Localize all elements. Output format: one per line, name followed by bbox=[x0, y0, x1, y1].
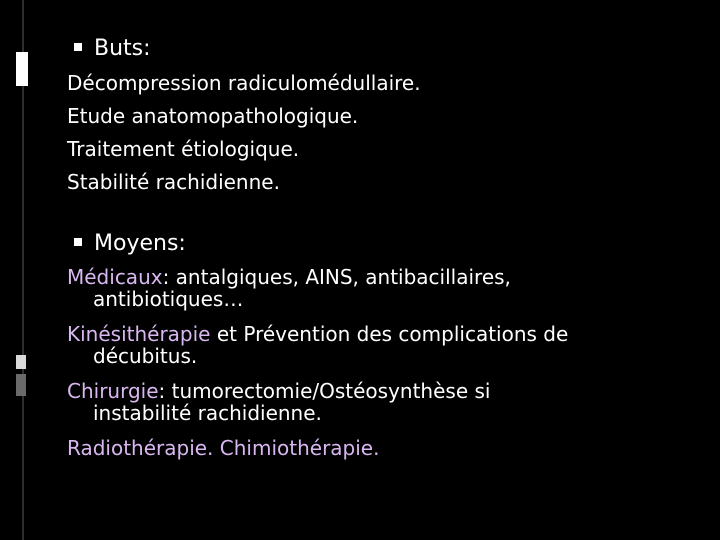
square-bullet-icon bbox=[74, 43, 82, 51]
moyens-term: Kinésithérapie bbox=[67, 322, 211, 346]
buts-line-3: Traitement étiologique. bbox=[67, 137, 300, 161]
buts-line-1: Décompression radiculomédullaire. bbox=[67, 71, 421, 95]
moyens-item-3 bbox=[67, 379, 490, 403]
moyens-item-3-cont: instabilité rachidienne. bbox=[93, 401, 322, 425]
buts-line-2: Etude anatomopathologique. bbox=[67, 104, 359, 128]
moyens-item-4 bbox=[67, 436, 379, 460]
moyens-item-2-cont: décubitus. bbox=[93, 344, 198, 368]
heading-buts-label: Buts: bbox=[94, 36, 151, 61]
moyens-text: : antalgiques, AINS, antibacillaires, bbox=[162, 265, 511, 289]
moyens-item-2 bbox=[67, 322, 568, 346]
moyens-term: Chirurgie bbox=[67, 379, 159, 403]
heading-moyens-label: Moyens: bbox=[94, 231, 186, 256]
heading-moyens bbox=[74, 231, 186, 257]
moyens-text: et Prévention des complications de bbox=[210, 322, 569, 346]
moyens-item-1-cont: antibiotiques… bbox=[93, 287, 244, 311]
square-bullet-icon bbox=[74, 238, 82, 246]
moyens-term: Radiothérapie. Chimiothérapie. bbox=[67, 436, 380, 460]
rail-block-dark bbox=[16, 374, 26, 396]
rail-block-top bbox=[16, 52, 28, 86]
moyens-item-1 bbox=[67, 265, 511, 289]
moyens-term: Médicaux bbox=[67, 265, 163, 289]
moyens-text: : tumorectomie/Ostéosynthèse si bbox=[158, 379, 491, 403]
rail-block-light bbox=[16, 355, 26, 369]
buts-line-4: Stabilité rachidienne. bbox=[67, 170, 280, 194]
heading-buts bbox=[74, 36, 151, 62]
